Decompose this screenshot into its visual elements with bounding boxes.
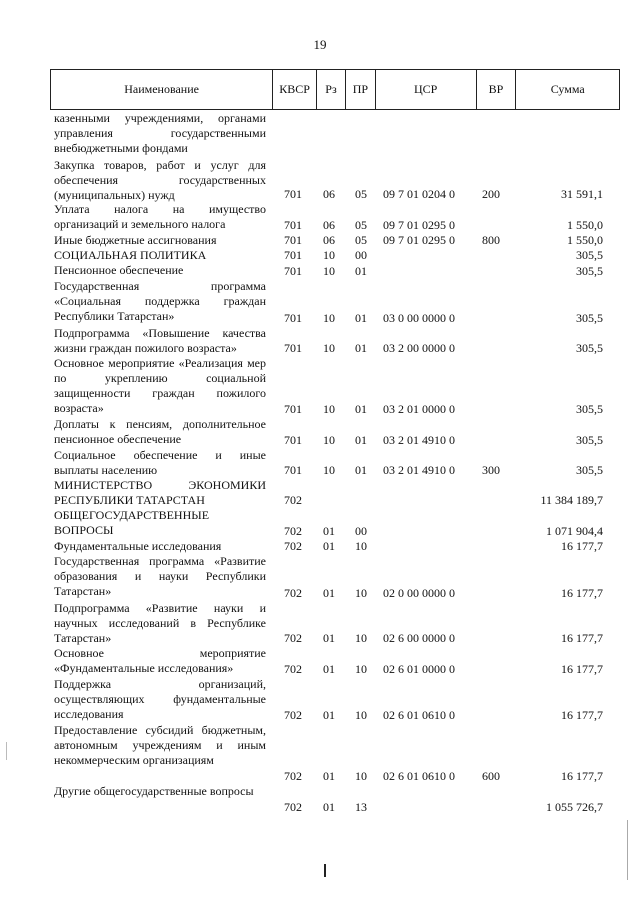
row-pr: 10 — [355, 586, 367, 601]
row-name: Подпрограмма «Повышение качества жизни граждан пожилого возраста» — [54, 326, 266, 355]
row-kvsr: 702 — [284, 708, 302, 723]
row-kvsr: 701 — [284, 402, 302, 417]
row-csr: 03 2 01 4910 0 — [383, 433, 455, 448]
row-name: Уплата налога на имущество организаций и земельного налога — [54, 202, 266, 231]
row-sum: 305,5 — [576, 463, 603, 478]
header-pr: ПР — [345, 70, 375, 109]
row-pr: 13 — [355, 800, 367, 815]
row-rz: 01 — [323, 708, 335, 723]
table-row — [0, 233, 640, 248]
page-edge-line — [627, 820, 628, 880]
row-name: Предоставление субсидий бюджетным, автономным учреждениям и иным некоммерческим организациям — [54, 723, 266, 767]
row-rz: 01 — [323, 586, 335, 601]
row-vr: 300 — [482, 463, 500, 478]
row-name: МИНИСТЕРСТВО ЭКОНОМИКИ РЕСПУБЛИКИ ТАТАРСТАН — [54, 478, 266, 507]
bottom-mark — [324, 864, 326, 877]
row-kvsr: 702 — [284, 662, 302, 677]
row-name: Социальное обеспечение и иные выплаты населению — [54, 448, 266, 477]
row-kvsr: 702 — [284, 631, 302, 646]
row-name: Государственная программа «Развитие образования и науки Республики Татарстан» — [54, 554, 266, 598]
table-row — [0, 677, 640, 723]
row-csr: 02 0 00 0000 0 — [383, 586, 455, 601]
table-row — [0, 326, 640, 356]
row-kvsr: 701 — [284, 218, 302, 233]
row-sum: 305,5 — [576, 433, 603, 448]
table-row — [0, 478, 640, 508]
row-kvsr: 702 — [284, 769, 302, 784]
row-sum: 1 071 904,4 — [546, 524, 603, 539]
row-pr: 10 — [355, 708, 367, 723]
table-row — [0, 202, 640, 233]
row-sum: 305,5 — [576, 264, 603, 279]
row-csr: 02 6 01 0610 0 — [383, 769, 455, 784]
row-rz: 06 — [323, 233, 335, 248]
row-csr: 02 6 00 0000 0 — [383, 631, 455, 646]
row-sum: 1 550,0 — [567, 233, 603, 248]
row-name: Закупка товаров, работ и услуг для обеспечения государственных (муниципальных) нужд — [54, 158, 266, 202]
row-csr: 09 7 01 0295 0 — [383, 233, 455, 248]
row-csr: 02 6 01 0610 0 — [383, 708, 455, 723]
header-rz: Рз — [316, 70, 345, 109]
header-kvsr: КВСР — [272, 70, 316, 109]
row-pr: 01 — [355, 402, 367, 417]
table-row — [0, 448, 640, 478]
header-csr: ЦСР — [375, 70, 476, 109]
row-sum: 16 177,7 — [561, 631, 603, 646]
row-rz: 10 — [323, 463, 335, 478]
row-kvsr: 702 — [284, 800, 302, 815]
row-pr: 10 — [355, 539, 367, 554]
row-name: Поддержка организаций, осуществляющих фундаментальные исследования — [54, 677, 266, 721]
table-header — [50, 69, 620, 110]
table-row — [0, 646, 640, 677]
row-rz: 01 — [323, 524, 335, 539]
row-name: Другие общегосударственные вопросы — [54, 784, 254, 798]
row-kvsr: 702 — [284, 524, 302, 539]
row-name: Государственная программа «Социальная поддержка граждан Республики Татарстан» — [54, 279, 266, 323]
row-csr: 03 0 00 0000 0 — [383, 311, 455, 326]
table-row — [0, 539, 640, 554]
row-sum: 305,5 — [576, 311, 603, 326]
row-name: Подпрограмма «Развитие науки и научных исследований в Республике Татарстан» — [54, 601, 266, 645]
row-name: Основное мероприятие «Фундаментальные исследования» — [54, 646, 266, 675]
table-row — [0, 554, 640, 601]
row-kvsr: 702 — [284, 586, 302, 601]
row-name: казенными учреждениями, органами управления государственными внебюджетными фондами — [54, 111, 266, 155]
header-vr: ВР — [476, 70, 516, 109]
table-row — [0, 601, 640, 646]
row-pr: 05 — [355, 187, 367, 202]
row-rz: 10 — [323, 264, 335, 279]
row-csr: 03 2 01 4910 0 — [383, 463, 455, 478]
row-vr: 800 — [482, 233, 500, 248]
table-row — [0, 248, 640, 263]
row-kvsr: 701 — [284, 264, 302, 279]
row-pr: 01 — [355, 463, 367, 478]
row-kvsr: 701 — [284, 433, 302, 448]
row-sum: 305,5 — [576, 341, 603, 356]
row-sum: 31 591,1 — [561, 187, 603, 202]
row-pr: 00 — [355, 524, 367, 539]
row-sum: 16 177,7 — [561, 708, 603, 723]
row-rz: 10 — [323, 402, 335, 417]
row-pr: 01 — [355, 341, 367, 356]
row-sum: 16 177,7 — [561, 586, 603, 601]
header-sum: Сумма — [515, 70, 619, 109]
row-name: ОБЩЕГОСУДАРСТВЕННЫЕ ВОПРОСЫ — [54, 508, 210, 537]
row-vr: 600 — [482, 769, 500, 784]
row-kvsr: 701 — [284, 463, 302, 478]
row-csr: 09 7 01 0204 0 — [383, 187, 455, 202]
row-pr: 05 — [355, 233, 367, 248]
table-row — [0, 158, 640, 202]
row-sum: 305,5 — [576, 402, 603, 417]
header-name: Наименование — [124, 82, 199, 96]
row-pr: 05 — [355, 218, 367, 233]
row-sum: 16 177,7 — [561, 539, 603, 554]
table-row — [0, 417, 640, 448]
row-kvsr: 701 — [284, 187, 302, 202]
row-rz: 01 — [323, 800, 335, 815]
row-rz: 01 — [323, 662, 335, 677]
row-rz: 06 — [323, 218, 335, 233]
row-kvsr: 702 — [284, 493, 302, 508]
row-vr: 200 — [482, 187, 500, 202]
row-rz: 01 — [323, 769, 335, 784]
row-csr: 03 2 01 0000 0 — [383, 402, 455, 417]
table-row — [0, 784, 640, 815]
table-row — [0, 508, 640, 539]
row-rz: 01 — [323, 539, 335, 554]
row-name: Иные бюджетные ассигнования — [54, 233, 217, 247]
row-csr: 09 7 01 0295 0 — [383, 218, 455, 233]
row-csr: 02 6 01 0000 0 — [383, 662, 455, 677]
row-pr: 01 — [355, 264, 367, 279]
row-name: Основное мероприятие «Реализация мер по укреплению социальной защищенности граждан пожилого возраста» — [54, 356, 266, 415]
row-pr: 10 — [355, 662, 367, 677]
row-rz: 06 — [323, 187, 335, 202]
row-sum: 16 177,7 — [561, 662, 603, 677]
row-rz: 10 — [323, 248, 335, 263]
row-kvsr: 701 — [284, 311, 302, 326]
row-csr: 03 2 00 0000 0 — [383, 341, 455, 356]
row-name: Доплаты к пенсиям, дополнительное пенсионное обеспечение — [54, 417, 266, 446]
row-sum: 305,5 — [576, 248, 603, 263]
row-sum: 1 550,0 — [567, 218, 603, 233]
row-pr: 10 — [355, 631, 367, 646]
row-kvsr: 701 — [284, 233, 302, 248]
row-sum: 11 384 189,7 — [540, 493, 603, 508]
row-name: Фундаментальные исследования — [54, 539, 222, 553]
page-number: 19 — [313, 37, 327, 52]
table-row — [0, 263, 640, 279]
table-row — [0, 723, 640, 784]
row-kvsr: 701 — [284, 341, 302, 356]
row-rz: 10 — [323, 311, 335, 326]
scan-artifact — [6, 742, 7, 760]
row-kvsr: 701 — [284, 248, 302, 263]
row-rz: 10 — [323, 433, 335, 448]
row-pr: 10 — [355, 769, 367, 784]
row-pr: 00 — [355, 248, 367, 263]
table-row — [0, 356, 640, 417]
row-pr: 01 — [355, 433, 367, 448]
row-rz: 01 — [323, 631, 335, 646]
table-row — [0, 111, 640, 158]
row-pr: 01 — [355, 311, 367, 326]
table-row — [0, 279, 640, 326]
table-body — [0, 111, 640, 815]
row-rz: 10 — [323, 341, 335, 356]
row-name: СОЦИАЛЬНАЯ ПОЛИТИКА — [54, 248, 207, 262]
row-sum: 1 055 726,7 — [546, 800, 603, 815]
row-kvsr: 702 — [284, 539, 302, 554]
row-name: Пенсионное обеспечение — [54, 263, 184, 277]
row-sum: 16 177,7 — [561, 769, 603, 784]
